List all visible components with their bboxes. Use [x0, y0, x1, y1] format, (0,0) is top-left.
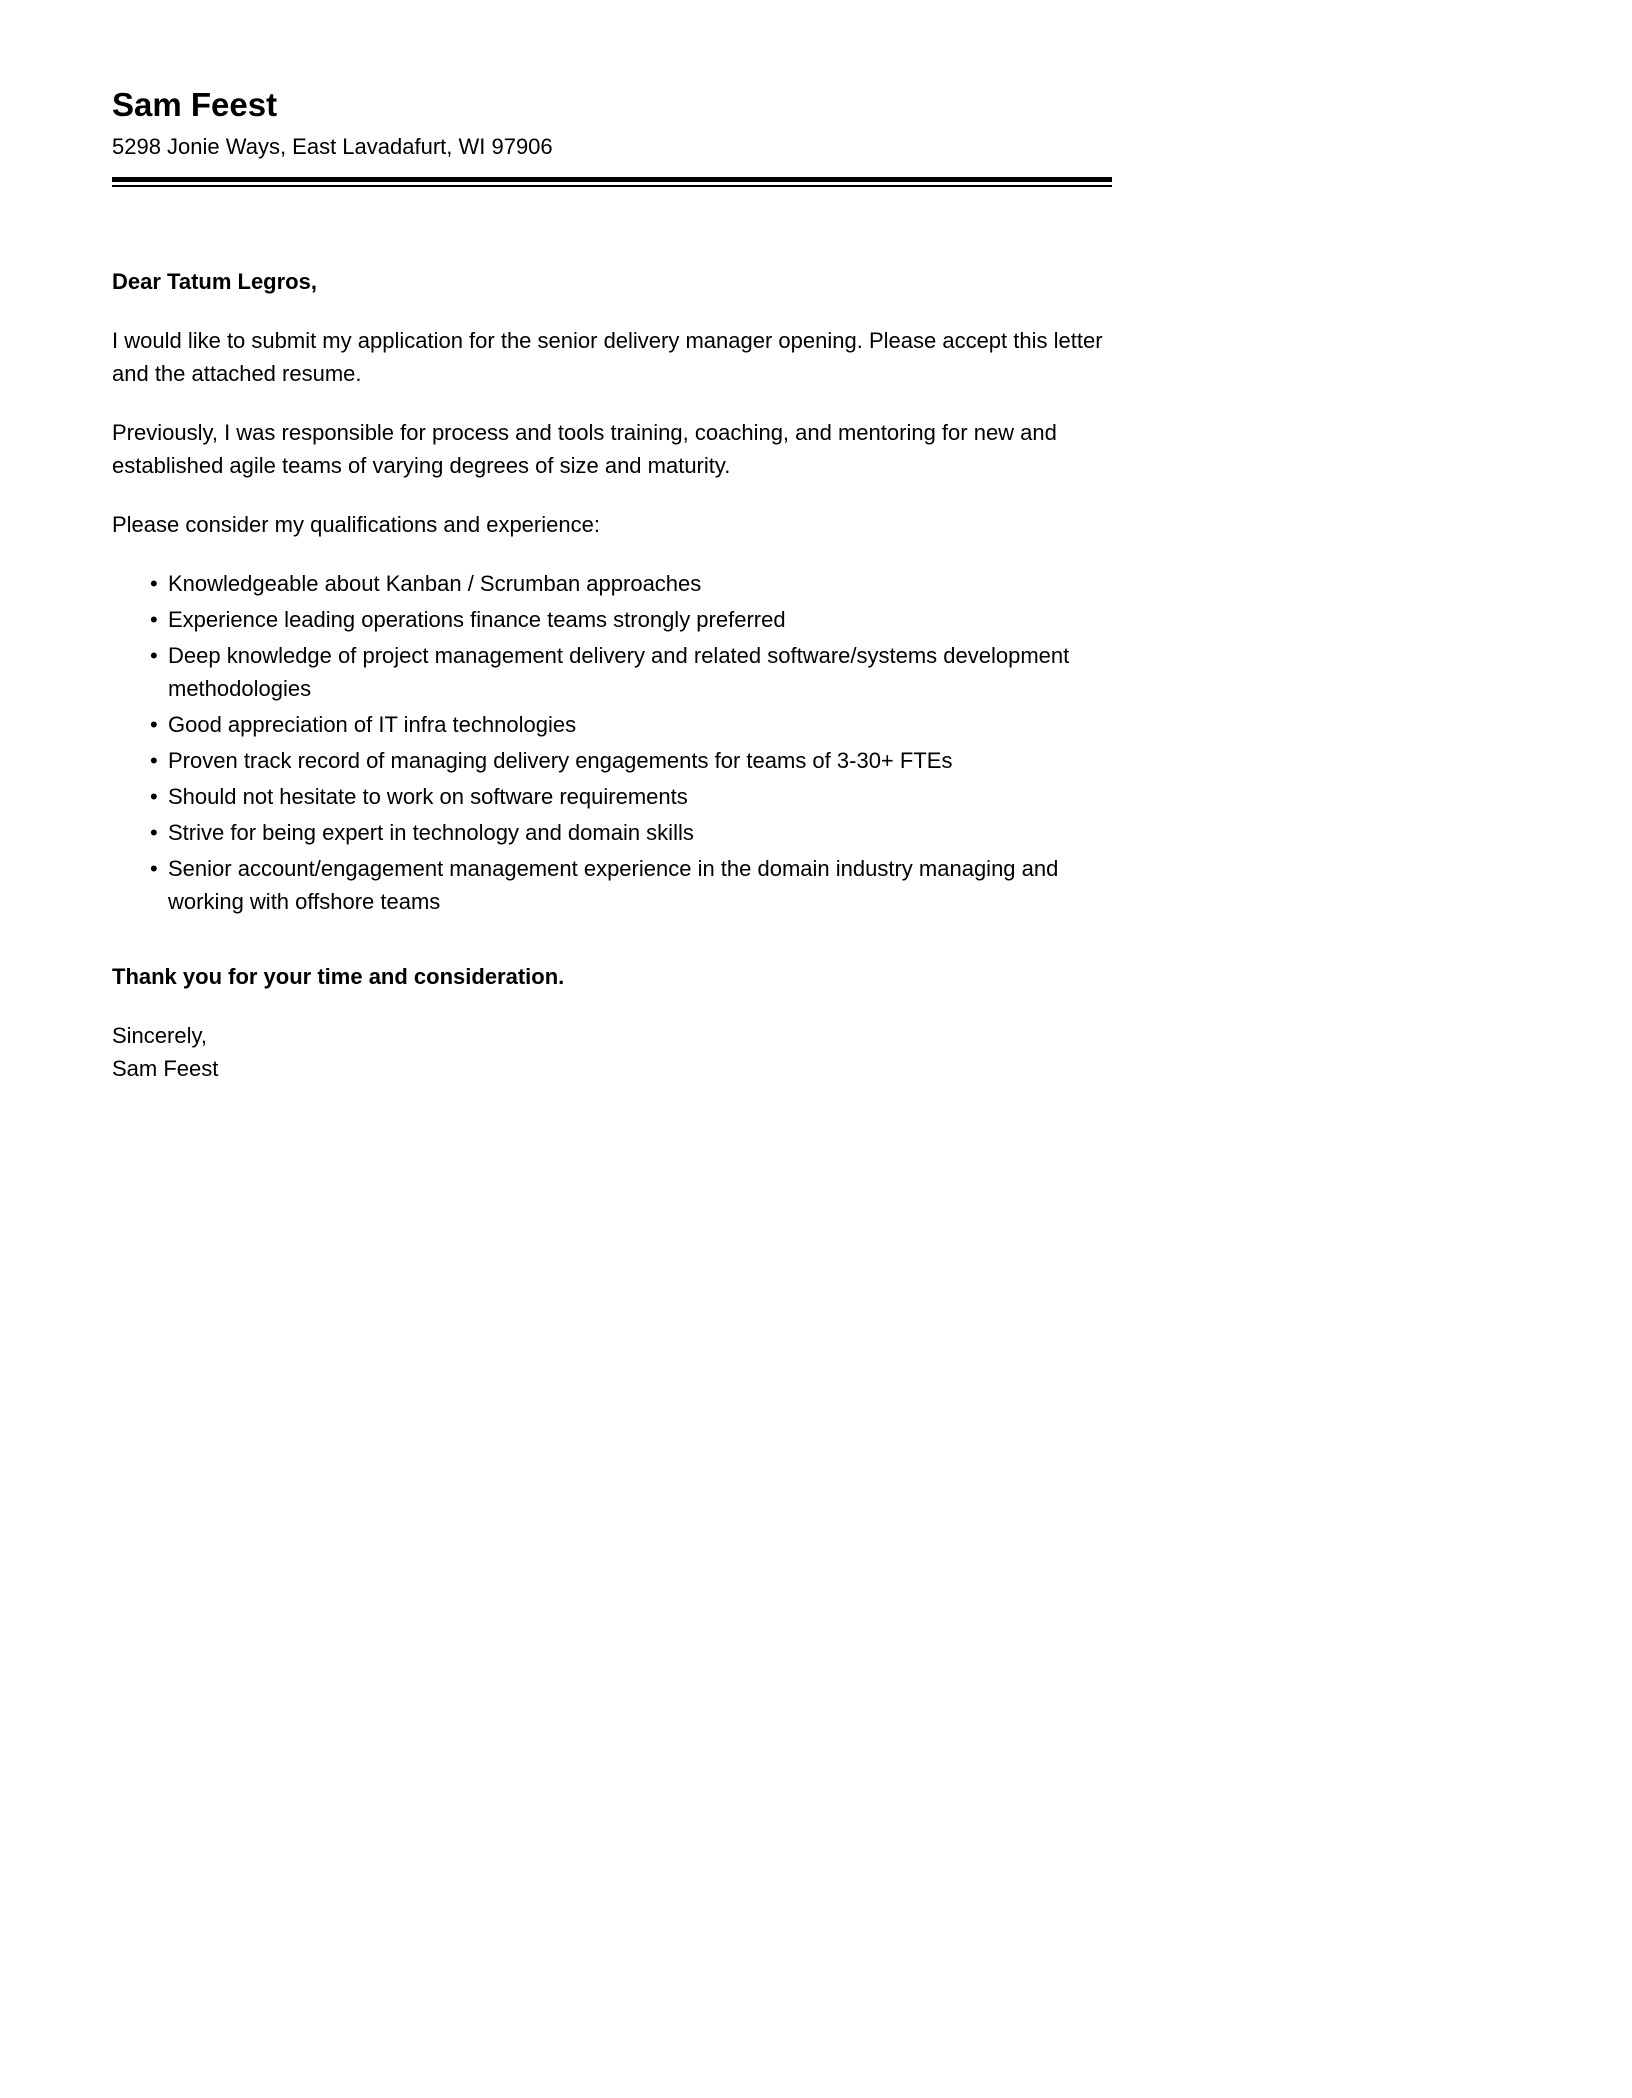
bullet-icon: •	[150, 643, 158, 669]
list-item	[150, 852, 1112, 918]
list-item	[150, 603, 1112, 636]
list-item-text: Good appreciation of IT infra technologies	[168, 712, 577, 738]
header-divider	[112, 177, 1112, 187]
list-item-text: Experience leading operations finance teams strongly preferred	[168, 607, 786, 633]
list-item	[150, 708, 1112, 741]
paragraph-experience: Previously, I was responsible for process and tools training, coaching, and mentoring for new and established agile teams of varying degrees of size and maturity.	[112, 420, 1057, 479]
sender-address: 5298 Jonie Ways, East Lavadafurt, WI 97906	[112, 133, 553, 159]
sender-name: Sam Feest	[112, 86, 278, 123]
list-item-text: Senior account/engagement management experience in the domain industry managing and working with offshore teams	[168, 856, 1059, 915]
letter-content	[112, 85, 1112, 1085]
salutation: Dear Tatum Legros,	[112, 269, 317, 295]
bullet-icon: •	[150, 784, 158, 810]
letter-header	[112, 85, 1112, 187]
bullet-icon: •	[150, 820, 158, 846]
list-item-text: Knowledgeable about Kanban / Scrumban approaches	[168, 571, 702, 597]
closing-statement: Thank you for your time and consideration.	[112, 964, 565, 990]
bullet-icon: •	[150, 571, 158, 597]
qualifications-list	[112, 567, 1112, 918]
list-item	[150, 816, 1112, 849]
list-item	[150, 744, 1112, 777]
list-item-text: Proven track record of managing delivery engagements for teams of 3-30+ FTEs	[168, 748, 953, 774]
bullet-icon: •	[150, 748, 158, 774]
bullet-icon: •	[150, 712, 158, 738]
signoff: Sincerely,	[112, 1023, 207, 1049]
signature-name: Sam Feest	[112, 1056, 219, 1082]
letter-body	[112, 265, 1112, 1085]
list-item	[150, 639, 1112, 705]
list-item	[150, 780, 1112, 813]
list-item-text: Deep knowledge of project management delivery and related software/systems development methodologies	[168, 643, 1070, 702]
list-item	[150, 567, 1112, 600]
list-item-text: Should not hesitate to work on software requirements	[168, 784, 688, 810]
paragraph-intro: I would like to submit my application for the senior delivery manager opening. Please accept this letter and the attached resume.	[112, 328, 1103, 387]
bullet-icon: •	[150, 856, 158, 882]
bullet-icon: •	[150, 607, 158, 633]
paragraph-qualifications-lead: Please consider my qualifications and experience:	[112, 512, 600, 538]
list-item-text: Strive for being expert in technology and domain skills	[168, 820, 694, 846]
